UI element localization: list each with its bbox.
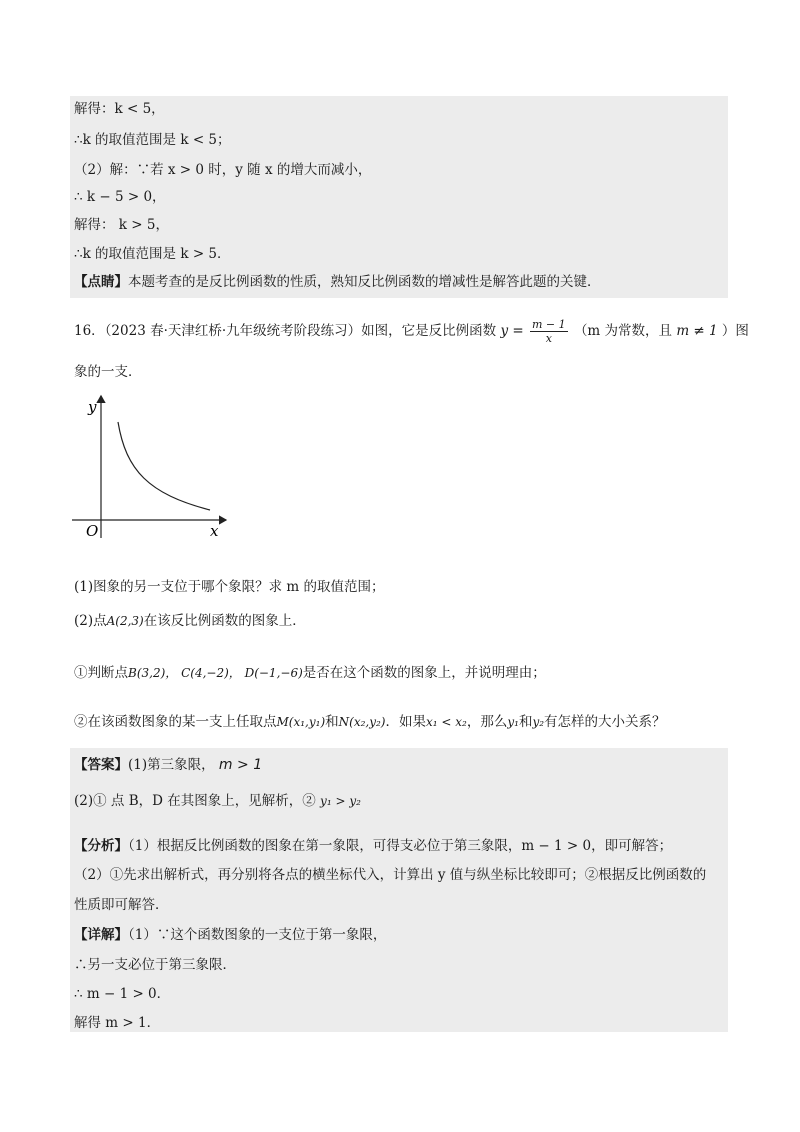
q2-prefix: (2)点: [74, 613, 107, 629]
top-line-4: ∴ k − 5 > 0，: [74, 189, 166, 205]
y1: y₁: [507, 715, 519, 729]
x-axis-label: x: [210, 522, 219, 540]
q4-and2: 和: [518, 714, 533, 730]
top-line-5: 解得： k > 5，: [74, 217, 169, 233]
fraction-denominator: x: [545, 332, 552, 345]
q3-prefix: ①判断点: [74, 665, 128, 681]
hyperbola-curve: [118, 422, 210, 510]
problem16-header: [74, 318, 749, 345]
function-y: y =: [500, 323, 524, 339]
origin-label: O: [86, 522, 99, 540]
q3-suffix: 是否在这个函数的图象上，并说明理由；: [302, 665, 546, 681]
problem16-line2: 象的一支．: [74, 364, 142, 380]
hyperbola-graph: [68, 390, 238, 540]
q2-suffix: 在该反比例函数的图象上．: [143, 613, 306, 629]
problem-number: 16．: [74, 323, 105, 339]
points-BCD: B(3,2)， C(4,−2)， D(−1,−6): [128, 666, 303, 680]
top-line-3: （2）解：∵若 x > 0 时，y 随 x 的增大而减小，: [74, 162, 372, 178]
question-2-2: [74, 712, 666, 732]
top-line-6: ∴k 的取值范围是 k > 5．: [74, 246, 231, 262]
analysis-1: （1）根据反比例函数的图象在第一象限，可得支必位于第三象限，m − 1 > 0，即可解答；: [128, 838, 673, 854]
q4-prefix: ②在该函数图象的某一支上任取点: [74, 714, 277, 730]
fraction-numerator: m − 1: [532, 318, 566, 331]
detail-1: （1）∵这个函数图象的一支位于第一象限，: [128, 927, 387, 943]
answer-1-math: m > 1: [218, 757, 263, 773]
note-text: 本题考查的是反比例函数的性质，熟知反比例函数的增减性是解答此题的关键．: [128, 274, 601, 290]
detail-line-1: [74, 925, 386, 945]
q4-if: ．如果: [385, 714, 426, 730]
top-line-1: 解得：k < 5，: [74, 101, 165, 117]
question-2: [74, 611, 306, 631]
point-N: N(x₂,y₂): [338, 715, 386, 729]
question-1: (1)图象的另一支位于哪个象限？求 m 的取值范围；: [74, 579, 385, 595]
answer-tag: 【答案】: [74, 757, 128, 773]
detail-line-4: 解得 m > 1．: [74, 1015, 161, 1031]
answer-2: (2)① 点 B，D 在其图象上，见解析，②: [74, 793, 316, 809]
answer-line-2: [74, 791, 361, 811]
function-fraction: [530, 318, 568, 345]
answer-2-math: y₁ > y₂: [320, 794, 361, 808]
point-A: A(2,3): [106, 614, 144, 628]
q4-and: 和: [325, 714, 339, 730]
detail-line-3: ∴ m − 1 > 0．: [74, 986, 171, 1002]
analysis-line-2: （2）①先求出解析式，再分别将各点的横坐标代入，计算出 y 值与纵坐标比较即可；②根据反比例函数的: [74, 867, 707, 883]
condition-text: （m 为常数，且: [573, 323, 673, 339]
analysis-line-1: [74, 836, 672, 856]
answer-line-1: [74, 755, 262, 775]
x-condition: x₁ < x₂: [426, 715, 467, 729]
q4-then: ，那么: [466, 714, 508, 730]
answer-1: (1)第三象限，: [128, 757, 215, 773]
condition-math: m ≠ 1: [676, 323, 718, 339]
y-axis-label: y: [88, 398, 97, 416]
detail-tag: 【详解】: [74, 927, 128, 943]
problem-source: （2023 春·天津红桥·九年级统考阶段练习）如图，它是反比例函数: [104, 323, 497, 339]
top-line-2: ∴k 的取值范围是 k < 5；: [74, 132, 231, 148]
detail-line-2: ∴另一支必位于第三象限．: [74, 957, 236, 973]
analysis-tag: 【分析】: [74, 838, 128, 854]
y2: y₂: [532, 715, 545, 729]
question-2-1: [74, 663, 546, 683]
point-M: M(x₁,y₁): [276, 715, 326, 729]
condition-end: ）图: [721, 323, 749, 339]
q4-question: 有怎样的大小关系？: [544, 714, 666, 730]
analysis-line-3: 性质即可解答．: [74, 897, 169, 913]
note-tag: 【点睛】: [74, 274, 128, 290]
answer-block-top: [70, 96, 728, 298]
note-line: [74, 272, 601, 292]
